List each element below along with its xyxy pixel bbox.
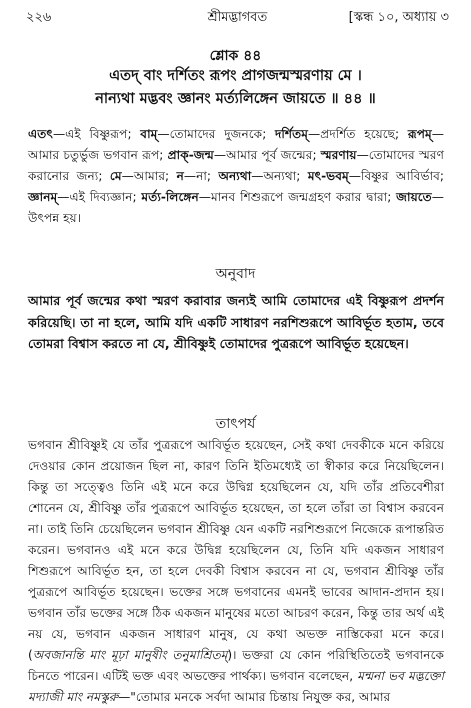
page-header [26,8,449,26]
synonym-term: ন [176,169,184,183]
page-number: ২২৬ [26,10,52,25]
synonym-meaning: —উৎপন্ন হয়। [28,190,444,225]
purport-body: —"তোমার মনকে সর্বদা আমার চিন্তায় নিযুক্ত কর, আমার [118,690,391,704]
purport-body: )। ভক্তরা যে কোন পরিস্থিতিতেই ভগবানকে চিনতে পারেন। এটিই ভক্ত এবং অভক্তের পার্থক্য। ভগবান বলেছেন, [28,648,444,683]
chapter-reference: [স্কন্ধ ১০, অধ্যায় ৩ [348,10,449,25]
synonym-term: অন্যথা [218,169,252,183]
synonym-term: জ্ঞানম্ [28,190,58,204]
synonym-meaning: —অন্যথা; [251,169,308,183]
synonym-term: এতৎ [28,127,53,141]
synonym-term: মর্ত্য-লিঙ্গেন [141,190,199,204]
verse-line-1: এতদ্ বাং দর্শিতং রূপং প্রাগজন্মস্মরণায় মে । [109,68,362,84]
synonym-meaning: —তোমাদের স্মরণ করানোর জন্য; [28,148,445,183]
purport-quote: মন্মনা ভব মদ্ভক্তো মদ্যাজী মাং নমস্কুরু [28,669,445,704]
verse-line-2: নান্যথা মদ্ভবং জ্ঞানং মর্ত্যলিঙ্গেন জায়তে ॥ ৪৪ ॥ [95,91,376,107]
synonym-term: স্মরণায় [320,148,357,162]
synonym-term: জায়তে [396,190,432,204]
synonym-term: রূপম্ [407,127,432,141]
synonym-meaning: —তোমাদের দুজনকে; [157,127,276,141]
synonym-meaning: —না; [183,169,219,183]
synonym-term: দর্শিতম্ [275,127,309,141]
book-title: শ্রীমদ্ভাগবত [207,10,268,25]
synonym-meaning: —আমার চতুর্ভুজ ভগবান রূপ; [28,127,444,162]
verse-title: শ্লোক ৪৪ [209,48,262,64]
purport-body: ভগবান শ্রীবিষ্ণুই যে তাঁর পুত্ররূপে আবির্ভূত হয়েছেন, সেই কথা দেবকীকে মনে করিয়ে দেওয়ার কোন প্রয়োজন ছিল না, কারণ তিনি ইতিমধ্যেই তা স্বীকার করে নিয়েছিলেন। কিন্তু তা সত্ত্বেও তিনি এই মনে করে উদ্বিগ্ন হয়েছিলেন যে, যদি তাঁর প্রতিবেশীরা শোনেন যে, শ্রীবিষ্ণু তাঁর পুত্ররূপে আবির্ভূত হয়েছেন, তা হলে তাঁরা তা বিশ্বাস করবেন না। তাই তিনি চেয়েছিলেন ভগবান শ্রীবিষ্ণু যেন একটি নরশিশুরূপে নিজেকে রূপান্তরিত করেন। ভগবানও এই মনে করে উদ্বিগ্ন হয়েছিলেন যে, তিনি যদি একজন সাধারণ শিশুরূপে আবির্ভূত হন, তা হলে দেবকী বিশ্বাস করবেন না যে, ভগবান শ্রীবিষ্ণু তাঁর পুত্ররূপে আবির্ভূত হয়েছেন। ভক্তের সঙ্গে ভগবানের এমনই ভাবের আদান-প্রদান হয়। ভগবান তাঁর ভক্তের সঙ্গে ঠিক একজন মানুষের মতো আচরণ করেন, কিন্তু তার অর্থ এই নয় যে, ভগবান একজন সাধারণ মানুষ, যে কথা অভক্ত নাস্তিকেরা মনে করে। ( [28,438,444,662]
purport-text [28,435,444,708]
synonym-term: বাম্ [140,127,158,141]
synonym-meaning: —এই দিব্যজ্ঞান; [57,190,142,204]
synonym-meaning: —বিষ্ণুর আবির্ভাব; [348,169,444,183]
translation-text: আমার পূর্ব জন্মের কথা স্মরণ করাবার জন্যই আমি তোমাদের এই বিষ্ণুরূপ প্রদর্শন করিয়েছি। তা না হলে, আমি যদি একটি সাধারণ নরশিশুরূপে আবির্ভূত হতাম, তবে তোমরা বিশ্বাস করতে না যে, শ্রীবিষ্ণুই তোমাদের পুত্ররূপে আবির্ভূত হয়েছেন। [28,293,444,351]
synonym-meaning: —মানব শিশুরূপে জন্মগ্রহণ করার দ্বারা; [198,190,397,204]
synonym-term: প্রাক্-জন্ম [167,148,214,162]
purport-quote: অবজানন্তি মাং মূঢ়া মানুষীং তনুমাশ্রিতম্ [32,648,228,662]
synonym-meaning: —প্রদর্শিত হয়েছে; [308,127,408,141]
synonym-meaning: —আমার পূর্ব জন্মের; [213,148,321,162]
synonym-meaning: —আমার; [121,169,177,183]
purport-heading: তাৎপর্য [215,416,256,432]
synonym-meaning: —এই বিষ্ণুরূপ; [52,127,141,141]
translation-heading: অনুবাদ [215,266,256,282]
synonyms-paragraph [28,124,444,229]
synonym-term: মৎ-ভবম্ [307,169,349,183]
synonym-term: মে [109,169,122,183]
